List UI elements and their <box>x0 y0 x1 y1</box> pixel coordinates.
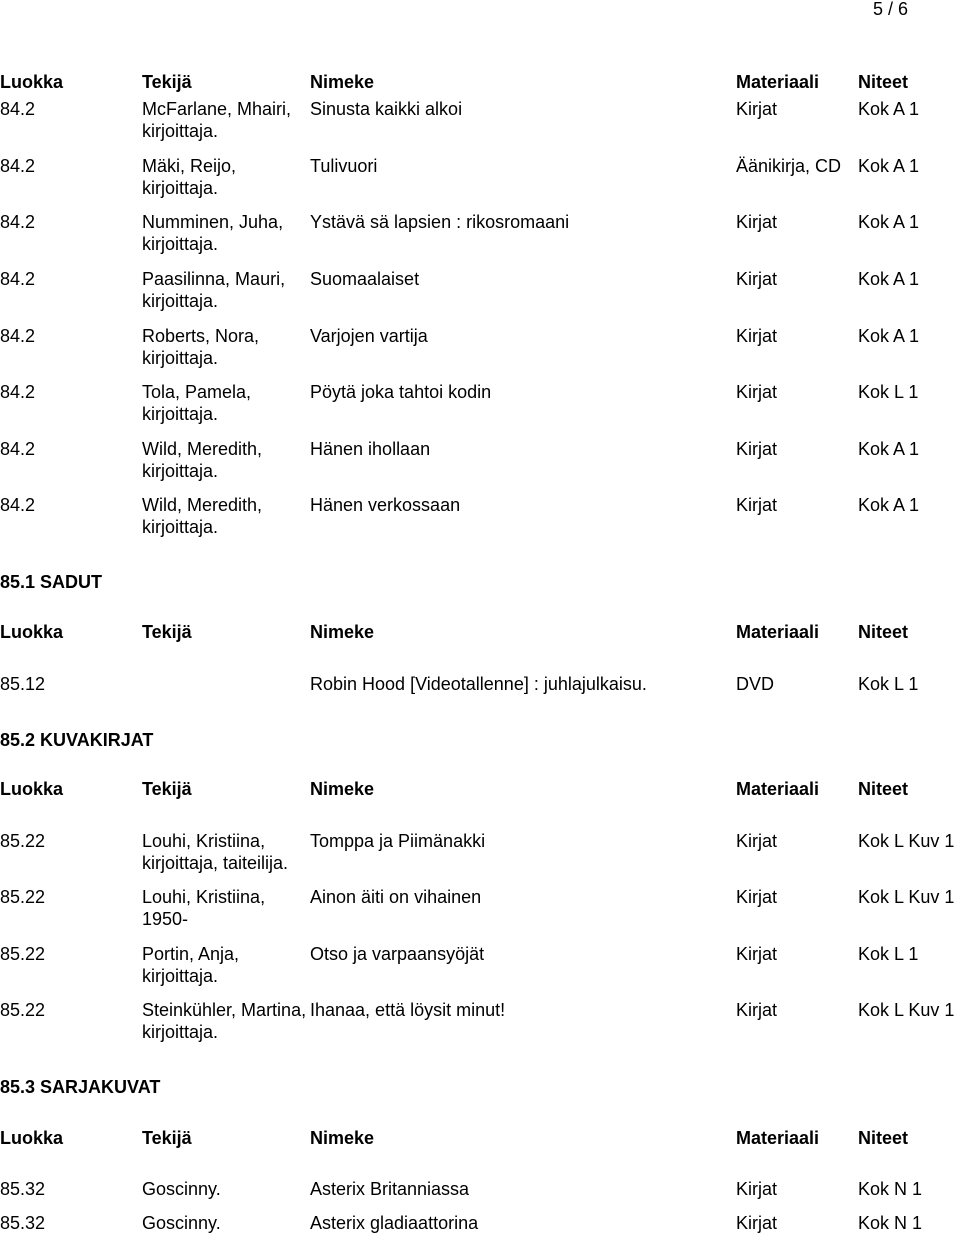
cell-nimeke: Varjojen vartija <box>310 326 428 346</box>
header-luokka: Luokka <box>0 1128 64 1148</box>
cell-niteet: Kok A 1 <box>858 212 920 232</box>
section-title: 85.1 SADUT <box>0 572 103 592</box>
cell-niteet: Kok A 1 <box>858 269 920 289</box>
header-niteet: Niteet <box>858 72 909 92</box>
cell-tekija: Wild, Meredith, kirjoittaja. <box>142 495 263 537</box>
cell-materiaali: Kirjat <box>736 495 778 515</box>
cell-materiaali: Kirjat <box>736 887 778 907</box>
cell-nimeke: Tulivuori <box>310 156 378 176</box>
cell-niteet: Kok A 1 <box>858 99 920 119</box>
cell-nimeke: Hänen verkossaan <box>310 495 461 515</box>
cell-niteet: Kok L 1 <box>858 944 919 964</box>
cell-nimeke: Tomppa ja Piimänakki <box>310 831 486 851</box>
header-materiaali: Materiaali <box>736 1128 820 1148</box>
cell-luokka: 84.2 <box>0 269 36 289</box>
cell-niteet: Kok A 1 <box>858 326 920 346</box>
cell-niteet: Kok L 1 <box>858 674 919 694</box>
header-nimeke: Nimeke <box>310 622 375 642</box>
cell-tekija: Roberts, Nora, kirjoittaja. <box>142 326 260 368</box>
header-tekija: Tekijä <box>142 622 192 642</box>
cell-luokka: 85.32 <box>0 1179 46 1199</box>
cell-materiaali: Kirjat <box>736 1213 778 1233</box>
cell-niteet: Kok A 1 <box>858 439 920 459</box>
cell-nimeke: Suomaalaiset <box>310 269 420 289</box>
cell-materiaali: Kirjat <box>736 326 778 346</box>
cell-luokka: 85.22 <box>0 887 46 907</box>
cell-materiaali: DVD <box>736 674 775 694</box>
cell-nimeke: Pöytä joka tahtoi kodin <box>310 382 492 402</box>
cell-tekija: Paasilinna, Mauri, kirjoittaja. <box>142 269 286 311</box>
cell-materiaali: Kirjat <box>736 99 778 119</box>
cell-nimeke: Hänen ihollaan <box>310 439 431 459</box>
header-nimeke: Nimeke <box>310 72 375 92</box>
cell-nimeke: Ystävä sä lapsien : rikosromaani <box>310 212 570 232</box>
cell-tekija: Mäki, Reijo, kirjoittaja. <box>142 156 237 198</box>
cell-luokka: 84.2 <box>0 212 36 232</box>
header-luokka: Luokka <box>0 779 64 799</box>
cell-nimeke: Sinusta kaikki alkoi <box>310 99 463 119</box>
header-materiaali: Materiaali <box>736 779 820 799</box>
cell-tekija: Portin, Anja, kirjoittaja. <box>142 944 240 986</box>
cell-materiaali: Kirjat <box>736 269 778 289</box>
cell-materiaali: Kirjat <box>736 944 778 964</box>
header-nimeke: Nimeke <box>310 1128 375 1148</box>
cell-tekija: Numminen, Juha, kirjoittaja. <box>142 212 284 254</box>
cell-niteet: Kok A 1 <box>858 495 920 515</box>
cell-nimeke: Otso ja varpaansyöjät <box>310 944 485 964</box>
cell-tekija: Louhi, Kristiina, kirjoittaja, taiteilija. <box>142 831 289 873</box>
cell-materiaali: Kirjat <box>736 382 778 402</box>
cell-luokka: 84.2 <box>0 99 36 119</box>
cell-materiaali: Kirjat <box>736 1000 778 1020</box>
header-tekija: Tekijä <box>142 72 192 92</box>
cell-tekija: Goscinny. <box>142 1213 221 1233</box>
cell-tekija: Louhi, Kristiina, 1950- <box>142 887 266 929</box>
cell-luokka: 85.12 <box>0 674 46 694</box>
cell-materiaali: Kirjat <box>736 439 778 459</box>
cell-luokka: 85.22 <box>0 831 46 851</box>
header-materiaali: Materiaali <box>736 622 820 642</box>
cell-materiaali: Äänikirja, CD <box>736 156 842 176</box>
cell-niteet: Kok N 1 <box>858 1179 923 1199</box>
cell-nimeke: Asterix gladiaattorina <box>310 1213 479 1233</box>
header-tekija: Tekijä <box>142 1128 192 1148</box>
cell-nimeke: Ainon äiti on vihainen <box>310 887 482 907</box>
header-niteet: Niteet <box>858 779 909 799</box>
cell-niteet: Kok L Kuv 1 <box>858 831 955 851</box>
cell-nimeke: Asterix Britanniassa <box>310 1179 470 1199</box>
header-niteet: Niteet <box>858 622 909 642</box>
header-nimeke: Nimeke <box>310 779 375 799</box>
cell-niteet: Kok L 1 <box>858 382 919 402</box>
header-tekija: Tekijä <box>142 779 192 799</box>
cell-tekija: McFarlane, Mhairi, kirjoittaja. <box>142 99 292 141</box>
page-number: 5 / 6 <box>872 0 908 19</box>
cell-luokka: 85.22 <box>0 944 46 964</box>
cell-luokka: 85.22 <box>0 1000 46 1020</box>
cell-luokka: 84.2 <box>0 382 36 402</box>
cell-niteet: Kok L Kuv 1 <box>858 887 955 907</box>
cell-niteet: Kok N 1 <box>858 1213 923 1233</box>
header-luokka: Luokka <box>0 622 64 642</box>
cell-luokka: 84.2 <box>0 156 36 176</box>
cell-materiaali: Kirjat <box>736 212 778 232</box>
cell-niteet: Kok L Kuv 1 <box>858 1000 955 1020</box>
cell-niteet: Kok A 1 <box>858 156 920 176</box>
cell-tekija: Tola, Pamela, kirjoittaja. <box>142 382 252 424</box>
cell-tekija: Steinkühler, Martina, kirjoittaja. <box>142 1000 307 1042</box>
section-title: 85.2 KUVAKIRJAT <box>0 730 154 750</box>
cell-materiaali: Kirjat <box>736 1179 778 1199</box>
cell-nimeke: Ihanaa, että löysit minut! <box>310 1000 506 1020</box>
header-materiaali: Materiaali <box>736 72 820 92</box>
header-niteet: Niteet <box>858 1128 909 1148</box>
cell-tekija: Goscinny. <box>142 1179 221 1199</box>
cell-luokka: 84.2 <box>0 439 36 459</box>
cell-luokka: 84.2 <box>0 495 36 515</box>
cell-luokka: 84.2 <box>0 326 36 346</box>
cell-materiaali: Kirjat <box>736 831 778 851</box>
cell-tekija: Wild, Meredith, kirjoittaja. <box>142 439 263 481</box>
cell-luokka: 85.32 <box>0 1213 46 1233</box>
cell-nimeke: Robin Hood [Videotallenne] : juhlajulkaisu. <box>310 674 647 694</box>
section-title: 85.3 SARJAKUVAT <box>0 1077 161 1097</box>
header-luokka: Luokka <box>0 72 64 92</box>
